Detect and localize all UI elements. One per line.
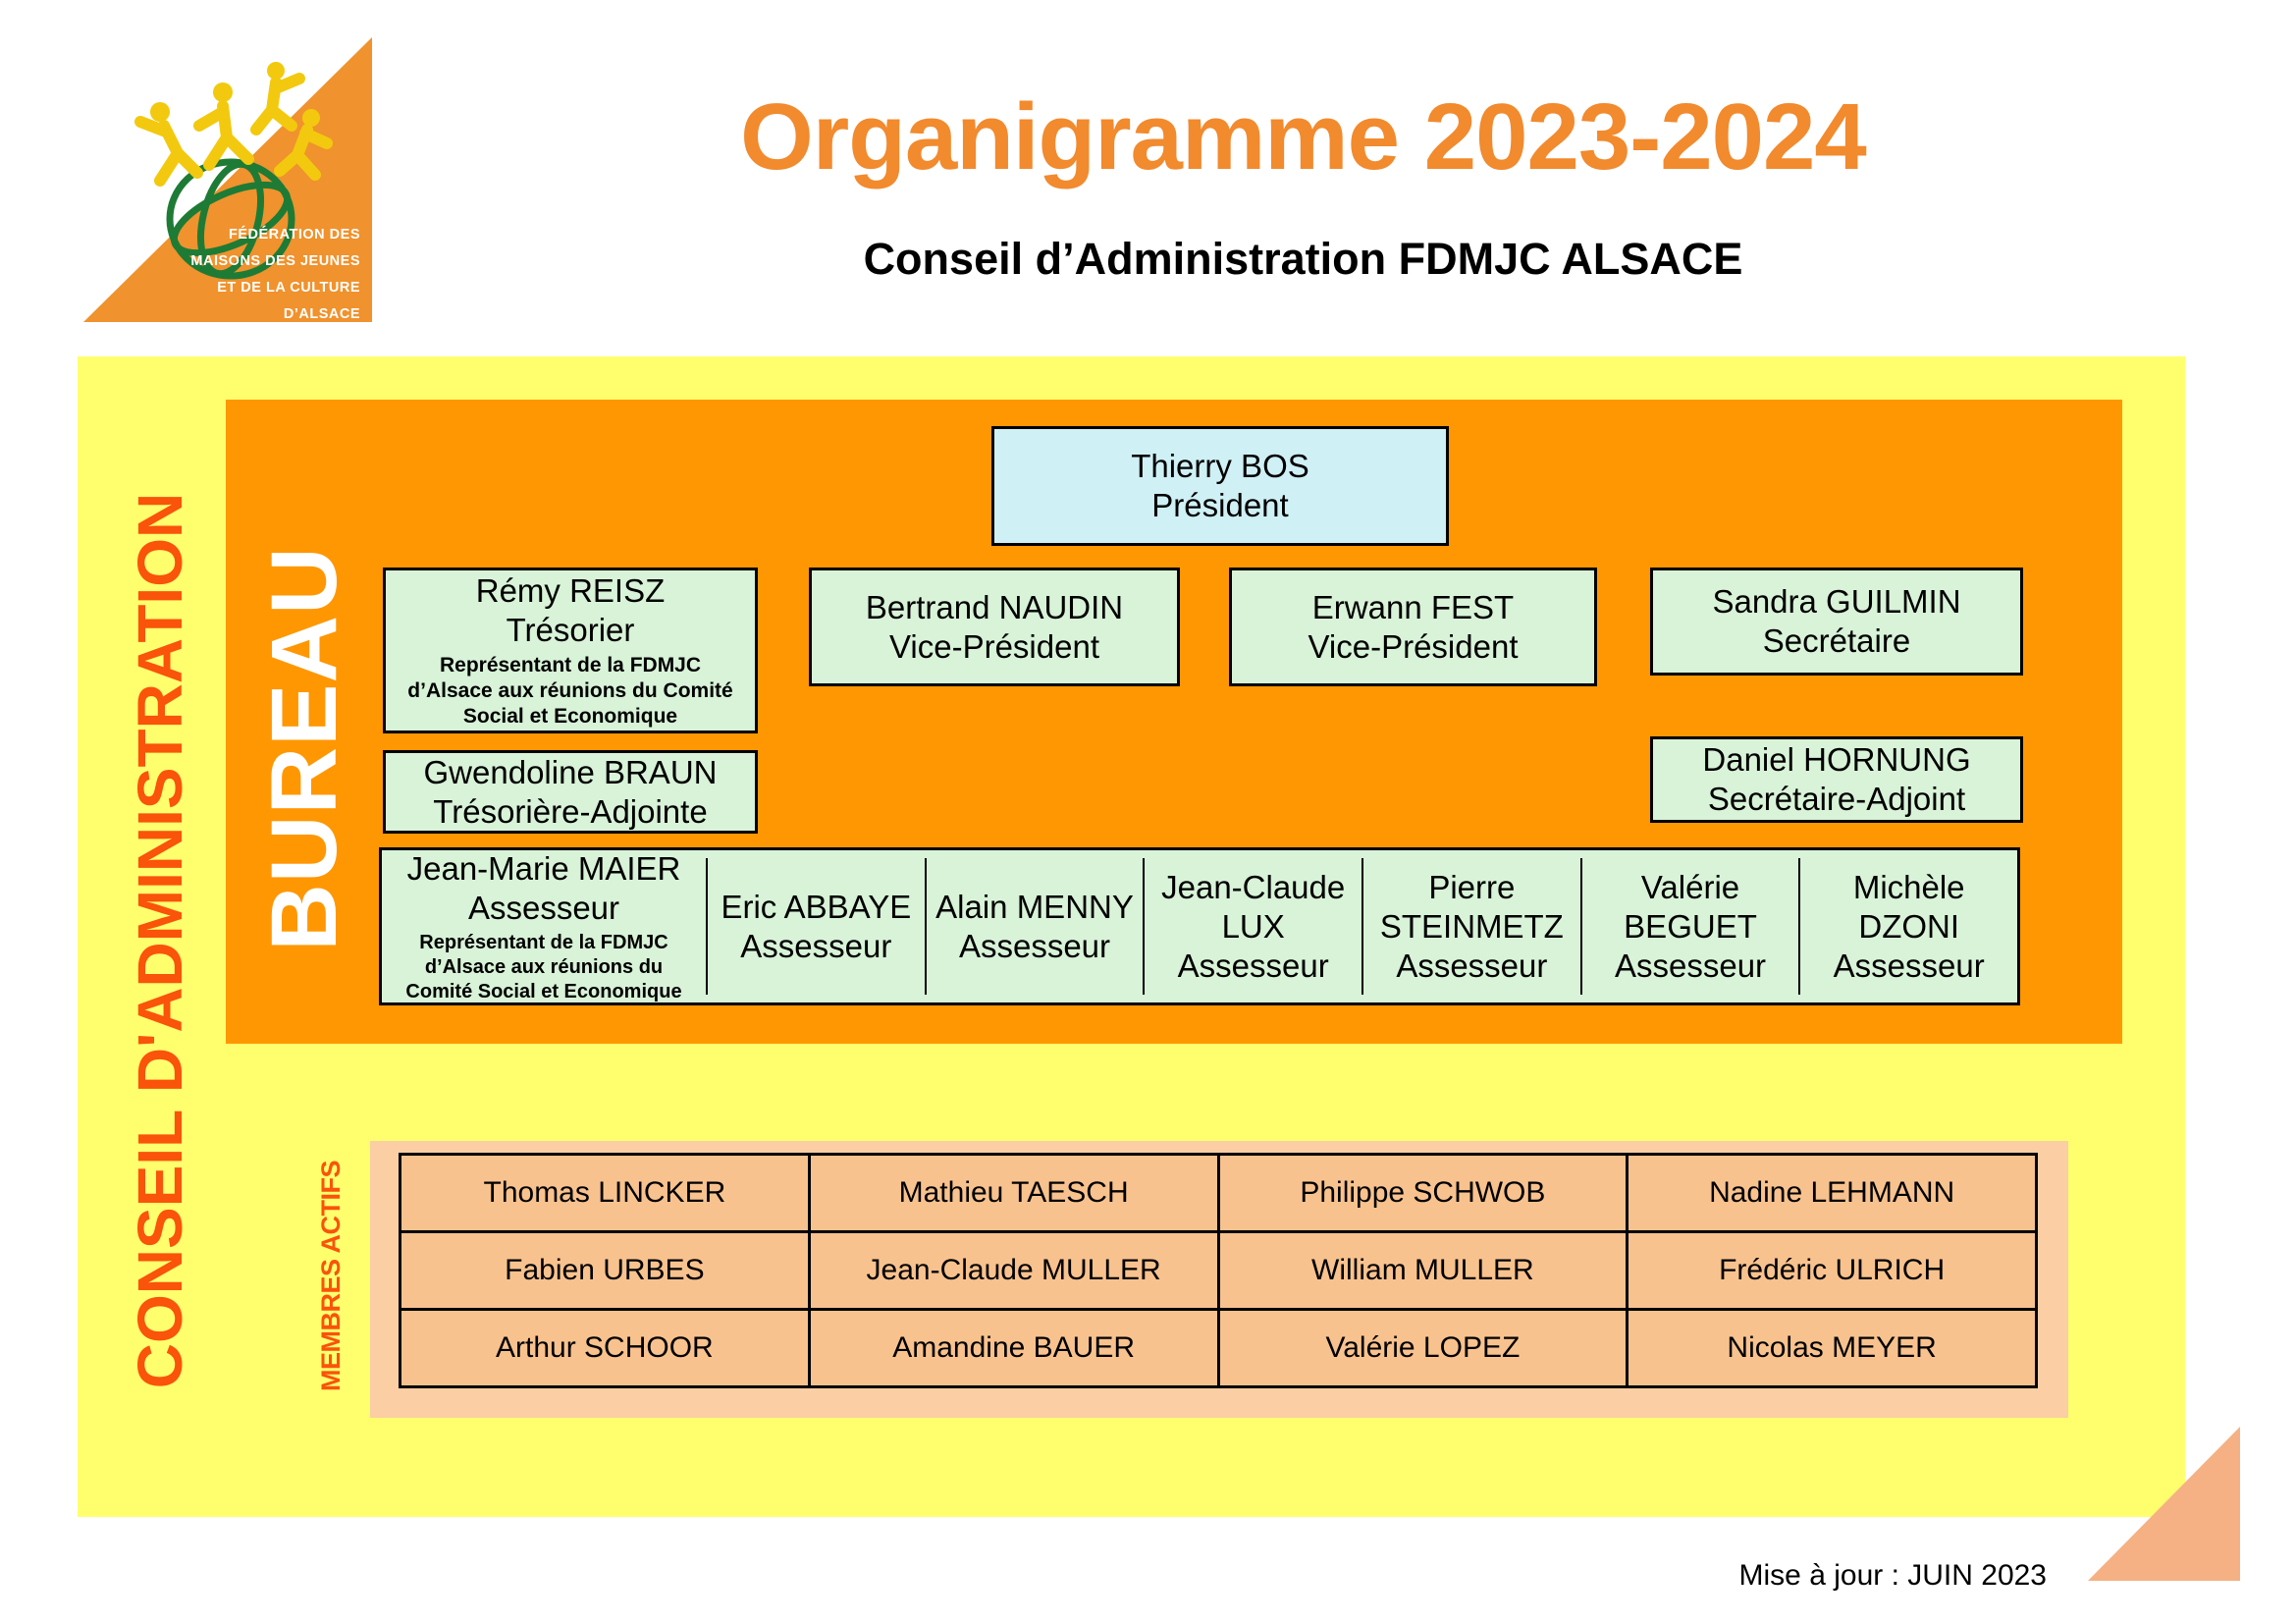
member-cell: Frédéric ULRICH xyxy=(1629,1233,2035,1308)
member-cell: William MULLER xyxy=(1220,1233,1627,1308)
assessor-cell xyxy=(1798,858,2017,995)
person-name: Eric ABBAYE xyxy=(721,888,912,925)
org-box-tresoriere-adjointe xyxy=(383,750,758,834)
person-name: Thierry BOS xyxy=(1131,448,1309,484)
person-name: Rémy REISZ xyxy=(475,572,666,609)
members-actifs-label: MEMBRES ACTIFS xyxy=(315,1161,346,1391)
person-name: Pierre STEINMETZ xyxy=(1379,868,1564,945)
person-name: Jean-Claude LUX xyxy=(1161,868,1346,945)
person-role: Secrétaire xyxy=(1762,623,1911,659)
assessor-cell xyxy=(382,849,706,1002)
corner-triangle-icon xyxy=(2081,1422,2248,1589)
federation-logo xyxy=(83,27,374,324)
person-name: Daniel HORNUNG xyxy=(1702,741,1971,778)
page-subtitle: Conseil d’Administration FDMJC ALSACE xyxy=(863,234,1743,284)
person-name: Erwann FEST xyxy=(1311,588,1515,625)
member-cell: Fabien URBES xyxy=(401,1233,808,1308)
assessor-cell xyxy=(1362,858,1580,995)
person-role: Assesseur xyxy=(1833,947,1985,984)
person-role: Assesseur xyxy=(740,927,892,964)
member-cell: Nicolas MEYER xyxy=(1629,1311,2035,1385)
logo-text-line: D’ALSACE xyxy=(283,306,360,322)
person-role: Assesseur xyxy=(1177,947,1329,984)
org-box-president xyxy=(991,426,1449,546)
org-box-tresorier xyxy=(383,568,758,733)
member-cell: Philippe SCHWOB xyxy=(1220,1156,1627,1230)
member-cell: Thomas LINCKER xyxy=(401,1156,808,1230)
person-name: Valérie BEGUET xyxy=(1624,868,1757,945)
person-name: Michèle DZONI xyxy=(1852,868,1965,945)
person-name: Sandra GUILMIN xyxy=(1712,583,1961,620)
assessor-cell xyxy=(706,858,925,995)
member-cell: Valérie LOPEZ xyxy=(1220,1311,1627,1385)
assessors-row xyxy=(379,847,2020,1005)
logo-text xyxy=(134,222,360,328)
person-role: Trésorier xyxy=(506,612,635,648)
person-note: Représentant de la FDMJC d’Alsace aux réunions du Comité Social et Economique xyxy=(405,931,682,1002)
person-role: Assesseur xyxy=(1614,947,1767,984)
logo-text-line: ET DE LA CULTURE xyxy=(217,280,360,296)
bureau-label: BUREAU xyxy=(252,546,356,951)
conseil-administration-label: CONSEIL D'ADMINISTRATION xyxy=(125,492,195,1389)
person-role: Vice-Président xyxy=(1308,627,1519,665)
person-role: Assesseur xyxy=(467,889,620,926)
assessor-cell xyxy=(1143,858,1362,995)
person-role: Vice-Président xyxy=(888,627,1099,665)
person-role: Secrétaire-Adjoint xyxy=(1707,781,1966,817)
person-role: Trésorière-Adjointe xyxy=(433,792,708,830)
person-note: Représentant de la FDMJC d’Alsace aux réunions du Comité Social et Economique xyxy=(407,654,733,728)
person-name: Gwendoline BRAUN xyxy=(423,753,718,790)
person-name: Bertrand NAUDIN xyxy=(865,588,1124,625)
org-box-vice-president-2 xyxy=(1229,568,1597,686)
org-box-vice-president-1 xyxy=(809,568,1180,686)
update-note: Mise à jour : JUIN 2023 xyxy=(1738,1559,2047,1592)
assessor-cell xyxy=(925,858,1144,995)
assessor-cell xyxy=(1580,858,1799,995)
logo-text-line: FÉDÉRATION DES xyxy=(228,227,360,243)
person-role: Président xyxy=(1151,487,1289,523)
members-table xyxy=(399,1153,2038,1388)
org-box-secretaire-adjoint xyxy=(1650,736,2023,823)
logo-text-line: MAISONS DES JEUNES xyxy=(190,253,360,269)
page-title: Organigramme 2023-2024 xyxy=(740,84,1866,189)
person-name: Jean-Marie MAIER xyxy=(406,849,681,887)
member-cell: Arthur SCHOOR xyxy=(401,1311,808,1385)
member-cell: Nadine LEHMANN xyxy=(1629,1156,2035,1230)
member-cell: Jean-Claude MULLER xyxy=(811,1233,1217,1308)
org-box-secretaire xyxy=(1650,568,2023,676)
member-cell: Mathieu TAESCH xyxy=(811,1156,1217,1230)
person-name: Alain MENNY xyxy=(935,888,1134,925)
person-role: Assesseur xyxy=(958,927,1111,964)
member-cell: Amandine BAUER xyxy=(811,1311,1217,1385)
person-role: Assesseur xyxy=(1396,947,1548,984)
